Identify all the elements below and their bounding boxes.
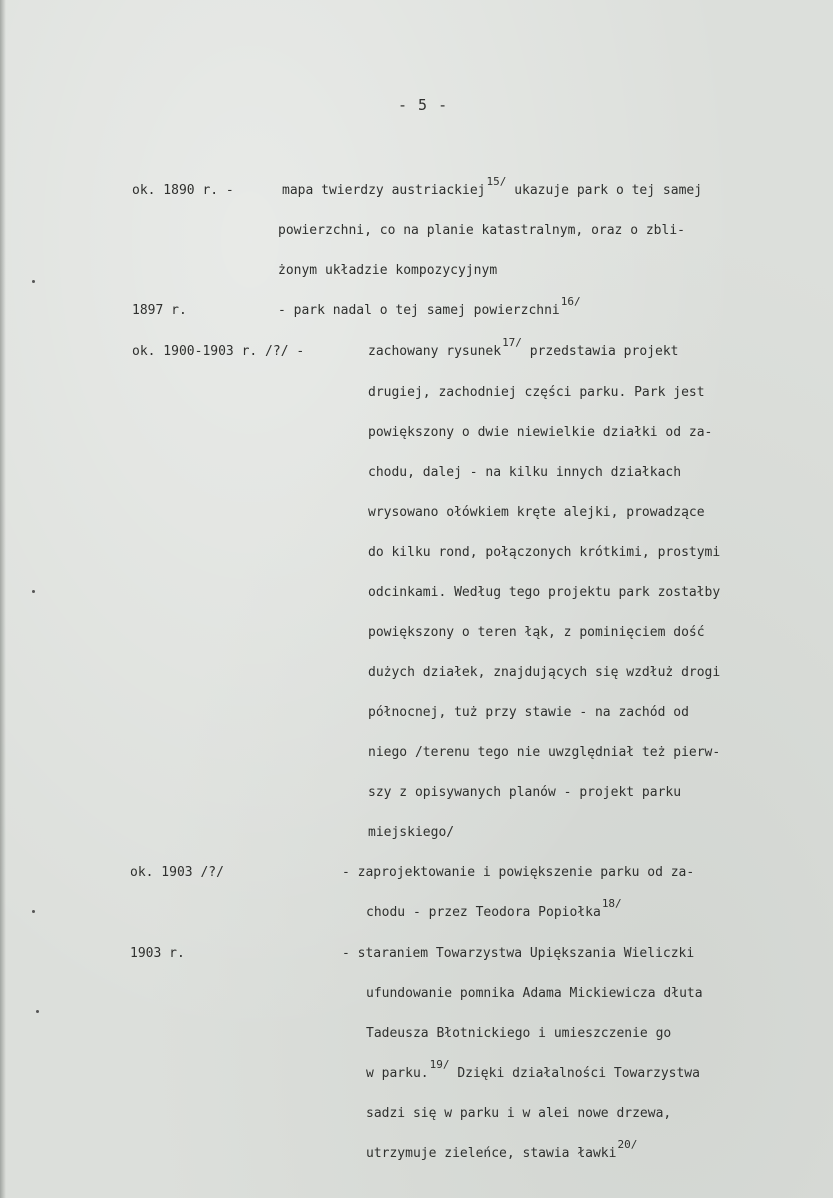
text-line [278,295,581,343]
entry-text-continuation [366,986,703,1186]
entry-date: 1897 r. [132,303,187,318]
text-line: drugiej, zachodniej części parku. Park jest [368,385,705,400]
footnote-ref: 17/ [502,336,522,349]
text-fragment: chodu - przez Teodora Popiołka [366,905,601,920]
text-fragment: utrzymuje zieleńce, stawia ławki [366,1146,617,1161]
scan-edge-shadow [0,0,6,1198]
text-line: niego /terenu tego nie uwzględniał też pierw- [368,745,721,760]
entry-dash: - [278,303,286,318]
text-line: odcinkami. Według tego projektu park zostałby [368,585,721,600]
text-line: powiększony o dwie niewielkie działki od za- [368,425,713,440]
text-line [366,1138,703,1186]
text-fragment: zachowany rysunek [368,344,502,359]
entry-date: ok. 1890 r. - [132,183,234,198]
text-line [342,865,694,905]
text-line: żonym układzie kompozycyjnym [278,263,498,278]
text-line [342,946,694,986]
text-fragment: przedstawia projekt [529,344,679,359]
entry-text [342,946,694,986]
text-line [368,336,679,384]
text-line: ufundowanie pomnika Adama Mickiewicza dłuta [366,986,703,1001]
scan-speck [32,280,35,283]
entry-text [278,295,581,343]
text-line: powiększony o teren łąk, z pominięciem dość [368,625,705,640]
text-fragment: zaprojektowanie i powiększenie parku od za- [357,865,695,880]
text-line: wrysowano ołówkiem kręte alejki, prowadzące [368,505,705,520]
scan-speck [32,590,35,593]
text-line [366,1058,703,1106]
text-line: sadzi się w parku i w alei nowe drzewa, [366,1106,672,1121]
text-fragment: w parku. [366,1066,429,1081]
text-line [366,897,622,945]
text-line [282,175,703,223]
footnote-ref: 20/ [617,1138,638,1151]
entry-text-continuation [368,385,720,865]
entry-text [282,175,703,223]
page-number: - 5 - [398,96,449,114]
text-line: chodu, dalej - na kilku innych działkach [368,465,682,480]
entry-date: 1903 r. [130,946,185,961]
text-line: dużych działek, znajdujących się wzdłuż drogi [368,665,721,680]
text-line: miejskiego/ [368,825,455,840]
entry-dash: - [342,865,350,880]
text-line: powierzchni, co na planie katastralnym, oraz o zbli- [278,223,685,238]
scan-speck [36,1010,39,1013]
text-line: do kilku rond, połączonych krótkimi, prostymi [368,545,721,560]
text-fragment: mapa twierdzy austriackiej [282,183,486,198]
scan-speck [32,910,35,913]
text-line: północnej, tuż przy stawie - na zachód od [368,705,689,720]
entry-dash: - [342,946,350,961]
text-fragment: staraniem Towarzystwa Upiększania Wieliczki [357,946,695,961]
footnote-ref: 15/ [486,175,507,188]
entry-date: ok. 1900-1903 r. /?/ - [132,344,305,359]
footnote-ref: 16/ [560,295,581,308]
text-line: szy z opisywanych planów - projekt parku [368,785,682,800]
entry-date: ok. 1903 /?/ [130,865,224,880]
entry-text [342,865,694,905]
footnote-ref: 18/ [601,897,622,910]
footnote-ref: 19/ [429,1058,450,1071]
entry-text-continuation [278,223,685,294]
text-fragment: Dzięki działalności Towarzystwa [457,1066,700,1081]
entry-text [368,336,679,384]
text-fragment: park nadal o tej samej powierzchni [293,303,560,318]
text-line: Tadeusza Błotnickiego i umieszczenie go [366,1026,672,1041]
entry-text-continuation [366,897,622,945]
text-fragment: ukazuje park o tej samej [514,183,703,198]
